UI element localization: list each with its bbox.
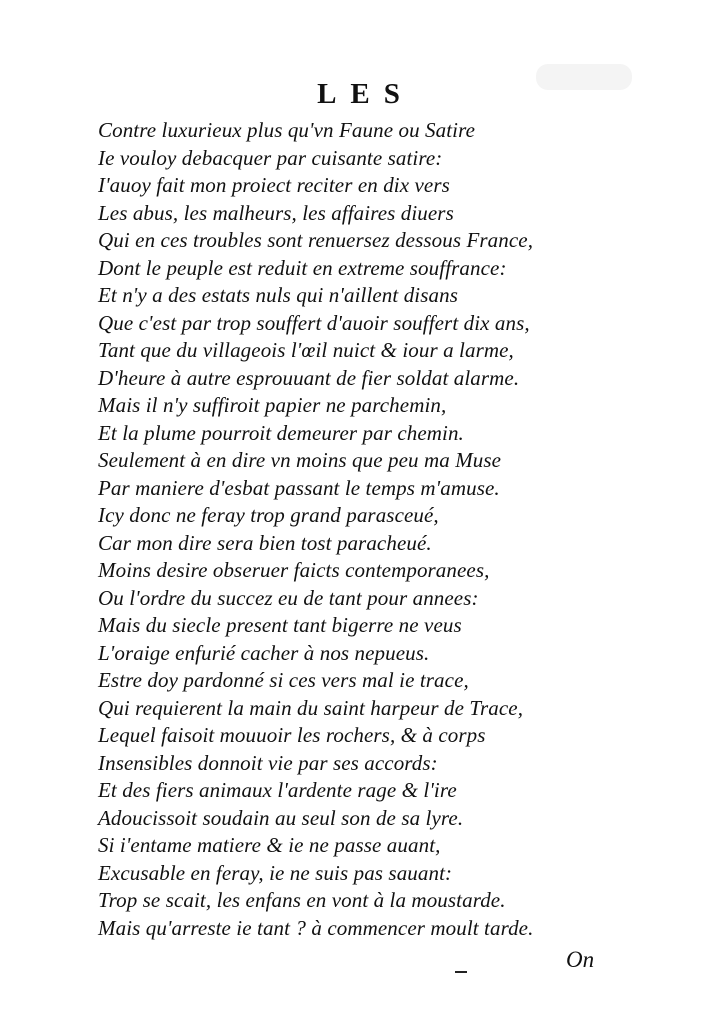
verse-line: Contre luxurieux plus qu'vn Faune ou Satire: [98, 118, 476, 142]
verse-line: Car mon dire sera bien tost paracheué.: [98, 530, 432, 555]
verse-line: D'heure à autre esprouuant de fier soldat alarme.: [98, 365, 520, 390]
verse-line: Tant que du villageois l'œil nuict & iour a larme,: [98, 338, 514, 362]
verse-line: Mais il n'y suffiroit papier ne parchemin,: [98, 393, 447, 417]
verse-line: Mais qu'arreste ie tant ? à commencer moult tarde.: [98, 915, 534, 940]
catchword: On: [566, 947, 595, 972]
verse-line: Qui en ces troubles sont renuersez dessous France,: [98, 228, 534, 252]
verse-line: Mais du siecle present tant bigerre ne veus: [98, 613, 462, 637]
ink-mark: [455, 971, 467, 973]
verse-line: Seulement à en dire vn moins que peu ma Muse: [98, 448, 502, 472]
poem-verses: [98, 117, 698, 942]
verse-line: Si i'entame matiere & ie ne passe auant,: [98, 833, 441, 857]
verse-line: Trop se scait, les enfans en vont à la moustarde.: [98, 888, 506, 912]
verse-line: Adoucissoit soudain au seul son de sa lyre.: [98, 805, 464, 830]
verse-line: Estre doy pardonné si ces vers mal ie trace,: [98, 668, 469, 692]
verse-line: Insensibles donnoit vie par ses accords:: [98, 750, 438, 775]
verse-line: Et la plume pourroit demeurer par chemin.: [98, 420, 464, 445]
verse-line: Par maniere d'esbat passant le temps m'amuse.: [98, 475, 500, 500]
verse-line: L'oraige enfurié cacher à nos nepueus.: [98, 640, 430, 665]
verse-line: Dont le peuple est reduit en extreme souffrance:: [98, 255, 507, 280]
verse-line: Ie vouloy debacquer par cuisante satire:: [98, 145, 443, 170]
verse-line: Et n'y a des estats nuls qui n'aillent disans: [98, 283, 458, 307]
verse-line: Les abus, les malheurs, les affaires diuers: [98, 200, 454, 225]
verse-line: I'auoy fait mon proiect reciter en dix vers: [98, 173, 450, 197]
verse-line: Ou l'ordre du succez eu de tant pour annees:: [98, 585, 479, 610]
verse-line: Que c'est par trop souffert d'auoir souffert dix ans,: [98, 310, 530, 335]
running-header: LES: [317, 78, 414, 110]
verse-line: Et des fiers animaux l'ardente rage & l'ire: [98, 778, 457, 802]
verse-line: Qui requierent la main du saint harpeur de Trace,: [98, 695, 524, 720]
verse-line: Icy donc ne feray trop grand parasceué,: [98, 503, 439, 527]
verse-line: Lequel faisoit mouuoir les rochers, & à corps: [98, 723, 486, 747]
verse-line: Excusable en feray, ie ne suis pas sauant:: [98, 860, 453, 885]
verse-line: Moins desire obseruer faicts contemporanees,: [98, 558, 490, 582]
